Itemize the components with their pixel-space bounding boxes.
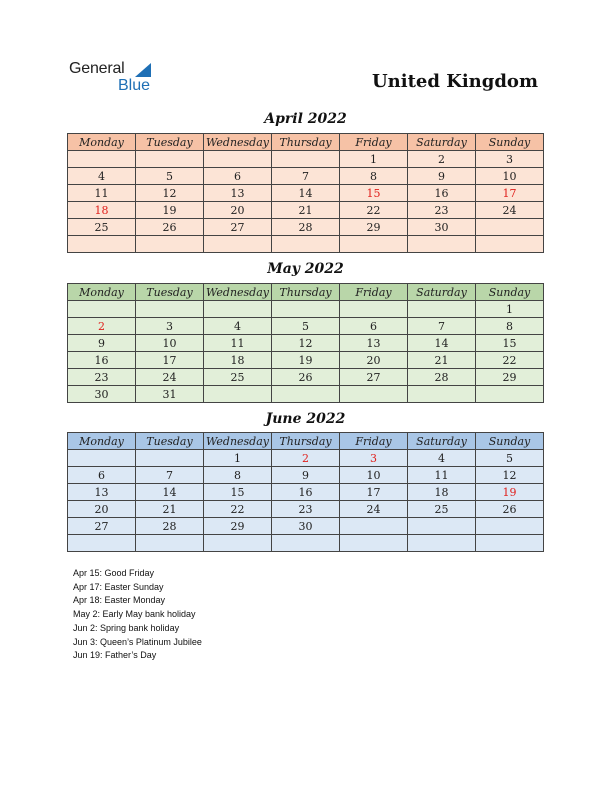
weekday-header: Wednesday (204, 134, 272, 151)
day-cell: 15 (340, 185, 408, 202)
weekday-header: Monday (68, 433, 136, 450)
day-cell (136, 301, 204, 318)
week-row (68, 467, 544, 484)
day-cell: 9 (408, 168, 476, 185)
day-cell: 22 (204, 501, 272, 518)
week-row (68, 518, 544, 535)
day-cell (408, 518, 476, 535)
day-cell: 16 (68, 352, 136, 369)
day-cell: 1 (340, 151, 408, 168)
week-row (68, 501, 544, 518)
day-cell: 6 (340, 318, 408, 335)
day-cell: 2 (272, 450, 340, 467)
day-cell (476, 535, 544, 552)
day-cell: 4 (204, 318, 272, 335)
day-cell: 10 (476, 168, 544, 185)
weekday-header-row (68, 134, 544, 151)
day-cell: 27 (204, 219, 272, 236)
day-cell: 26 (136, 219, 204, 236)
day-cell (204, 301, 272, 318)
day-cell: 19 (136, 202, 204, 219)
week-row (68, 185, 544, 202)
day-cell: 15 (204, 484, 272, 501)
weekday-header: Tuesday (136, 134, 204, 151)
weekday-header: Monday (68, 134, 136, 151)
day-cell: 21 (408, 352, 476, 369)
day-cell: 28 (272, 219, 340, 236)
day-cell (408, 386, 476, 403)
day-cell (340, 535, 408, 552)
holiday-item: Jun 19: Father’s Day (73, 650, 157, 661)
day-cell: 10 (340, 467, 408, 484)
day-cell: 21 (272, 202, 340, 219)
week-row (68, 369, 544, 386)
calendar-june (67, 432, 544, 552)
day-cell: 7 (136, 467, 204, 484)
day-cell: 24 (136, 369, 204, 386)
weekday-header-row (68, 284, 544, 301)
month-title-may: May 2022 (267, 261, 344, 277)
weekday-header: Thursday (272, 433, 340, 450)
weekday-header: Friday (340, 433, 408, 450)
weekday-header: Wednesday (204, 284, 272, 301)
logo-text-blue: Blue (118, 77, 151, 94)
logo-text-general: General (69, 60, 125, 77)
day-cell (68, 450, 136, 467)
day-cell (408, 535, 476, 552)
day-cell: 20 (68, 501, 136, 518)
day-cell (204, 535, 272, 552)
day-cell: 3 (136, 318, 204, 335)
day-cell: 30 (272, 518, 340, 535)
day-cell (340, 236, 408, 253)
day-cell: 14 (136, 484, 204, 501)
day-cell: 28 (408, 369, 476, 386)
day-cell: 20 (204, 202, 272, 219)
day-cell: 14 (272, 185, 340, 202)
day-cell: 13 (204, 185, 272, 202)
day-cell: 2 (408, 151, 476, 168)
day-cell (272, 386, 340, 403)
day-cell: 25 (408, 501, 476, 518)
month-title-april: April 2022 (264, 111, 347, 127)
weekday-header: Tuesday (136, 284, 204, 301)
day-cell (68, 301, 136, 318)
day-cell: 23 (272, 501, 340, 518)
day-cell: 30 (408, 219, 476, 236)
day-cell: 5 (272, 318, 340, 335)
day-cell: 12 (476, 467, 544, 484)
day-cell: 1 (204, 450, 272, 467)
week-row (68, 301, 544, 318)
day-cell: 10 (136, 335, 204, 352)
week-row (68, 219, 544, 236)
day-cell (408, 236, 476, 253)
weekday-header: Wednesday (204, 433, 272, 450)
day-cell: 23 (68, 369, 136, 386)
day-cell: 26 (272, 369, 340, 386)
weekday-header: Thursday (272, 284, 340, 301)
day-cell: 5 (136, 168, 204, 185)
day-cell: 18 (408, 484, 476, 501)
weekday-header: Monday (68, 284, 136, 301)
weekday-header: Sunday (476, 284, 544, 301)
weekday-header: Saturday (408, 134, 476, 151)
week-row (68, 202, 544, 219)
week-row (68, 335, 544, 352)
day-cell: 9 (68, 335, 136, 352)
day-cell: 22 (476, 352, 544, 369)
day-cell: 31 (136, 386, 204, 403)
day-cell: 16 (272, 484, 340, 501)
day-cell (68, 535, 136, 552)
day-cell: 5 (476, 450, 544, 467)
day-cell: 26 (476, 501, 544, 518)
day-cell: 17 (476, 185, 544, 202)
day-cell (272, 151, 340, 168)
weekday-header: Friday (340, 284, 408, 301)
week-row (68, 151, 544, 168)
weekday-header: Sunday (476, 433, 544, 450)
day-cell: 28 (136, 518, 204, 535)
day-cell: 8 (340, 168, 408, 185)
day-cell: 25 (68, 219, 136, 236)
week-row (68, 450, 544, 467)
day-cell: 8 (204, 467, 272, 484)
day-cell: 7 (408, 318, 476, 335)
country-title: United Kingdom (371, 71, 538, 92)
week-row (68, 168, 544, 185)
day-cell (408, 301, 476, 318)
day-cell: 8 (476, 318, 544, 335)
day-cell: 30 (68, 386, 136, 403)
day-cell (272, 236, 340, 253)
week-row (68, 386, 544, 403)
day-cell: 18 (68, 202, 136, 219)
day-cell: 15 (476, 335, 544, 352)
day-cell: 7 (272, 168, 340, 185)
day-cell: 6 (204, 168, 272, 185)
day-cell (68, 151, 136, 168)
day-cell (204, 236, 272, 253)
weekday-header: Saturday (408, 284, 476, 301)
holiday-item: Apr 17: Easter Sunday (73, 581, 164, 592)
day-cell: 19 (476, 484, 544, 501)
day-cell (476, 219, 544, 236)
day-cell: 9 (272, 467, 340, 484)
day-cell (476, 518, 544, 535)
day-cell: 11 (68, 185, 136, 202)
day-cell: 12 (272, 335, 340, 352)
day-cell: 22 (340, 202, 408, 219)
holiday-item: Apr 15: Good Friday (73, 568, 155, 578)
day-cell (272, 301, 340, 318)
day-cell: 3 (476, 151, 544, 168)
day-cell: 29 (476, 369, 544, 386)
day-cell (340, 386, 408, 403)
day-cell: 19 (272, 352, 340, 369)
day-cell: 24 (340, 501, 408, 518)
day-cell: 29 (204, 518, 272, 535)
day-cell: 21 (136, 501, 204, 518)
month-title-june: June 2022 (265, 411, 346, 427)
holiday-item: May 2: Early May bank holiday (73, 609, 196, 620)
day-cell: 11 (204, 335, 272, 352)
day-cell (136, 450, 204, 467)
day-cell (136, 151, 204, 168)
day-cell (476, 236, 544, 253)
week-row (68, 535, 544, 552)
day-cell: 3 (340, 450, 408, 467)
week-row (68, 236, 544, 253)
day-cell (476, 386, 544, 403)
weekday-header: Friday (340, 134, 408, 151)
week-row (68, 318, 544, 335)
weekday-header: Saturday (408, 433, 476, 450)
day-cell: 23 (408, 202, 476, 219)
logo (69, 60, 169, 96)
day-cell: 27 (340, 369, 408, 386)
day-cell: 27 (68, 518, 136, 535)
day-cell (204, 151, 272, 168)
day-cell (136, 236, 204, 253)
day-cell: 13 (68, 484, 136, 501)
day-cell: 11 (408, 467, 476, 484)
day-cell (68, 236, 136, 253)
day-cell: 17 (136, 352, 204, 369)
day-cell: 4 (68, 168, 136, 185)
day-cell (136, 535, 204, 552)
day-cell: 1 (476, 301, 544, 318)
day-cell (340, 301, 408, 318)
day-cell: 20 (340, 352, 408, 369)
day-cell: 17 (340, 484, 408, 501)
day-cell: 13 (340, 335, 408, 352)
day-cell: 12 (136, 185, 204, 202)
day-cell (272, 535, 340, 552)
holiday-item: Jun 2: Spring bank holiday (73, 622, 180, 633)
weekday-header-row (68, 433, 544, 450)
day-cell: 25 (204, 369, 272, 386)
day-cell: 16 (408, 185, 476, 202)
day-cell: 29 (340, 219, 408, 236)
day-cell: 18 (204, 352, 272, 369)
holiday-list (73, 567, 202, 663)
day-cell: 6 (68, 467, 136, 484)
logo-triangle-icon (135, 63, 151, 77)
weekday-header: Tuesday (136, 433, 204, 450)
weekday-header: Thursday (272, 134, 340, 151)
day-cell: 14 (408, 335, 476, 352)
calendar-april (67, 133, 544, 253)
day-cell (204, 386, 272, 403)
day-cell (340, 518, 408, 535)
weekday-header: Sunday (476, 134, 544, 151)
day-cell: 4 (408, 450, 476, 467)
holiday-item: Apr 18: Easter Monday (73, 595, 166, 606)
day-cell: 2 (68, 318, 136, 335)
holiday-item: Jun 3: Queen’s Platinum Jubilee (73, 636, 202, 647)
week-row (68, 352, 544, 369)
week-row (68, 484, 544, 501)
day-cell: 24 (476, 202, 544, 219)
calendar-may (67, 283, 544, 403)
